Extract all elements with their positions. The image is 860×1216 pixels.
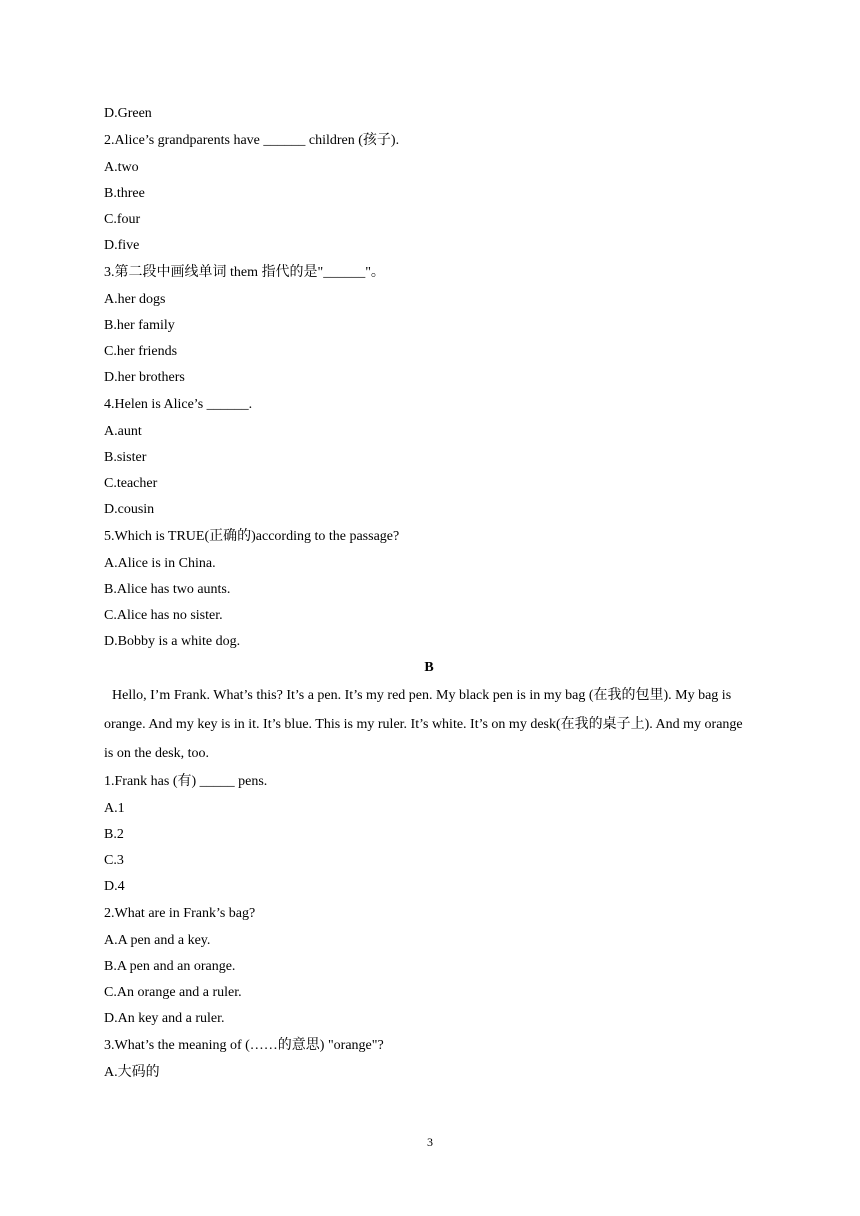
option: B.Alice has two aunts. <box>104 582 231 597</box>
option: A.her dogs <box>104 292 166 307</box>
page-content <box>104 101 754 1086</box>
question-a5: 5.Which is TRUE(正确的)according to the passage? <box>104 529 400 544</box>
option: B.her family <box>104 318 175 333</box>
option: A.A pen and a key. <box>104 933 211 948</box>
option: C.An orange and a ruler. <box>104 985 242 1000</box>
option: A.1 <box>104 801 125 816</box>
question-a3: 3.第二段中画线单词 them 指代的是"______"。 <box>104 265 385 280</box>
question-b1: 1.Frank has (有) _____ pens. <box>104 774 268 789</box>
option: B.2 <box>104 827 124 842</box>
page-number: 3 <box>427 1135 433 1149</box>
option: B.three <box>104 186 145 201</box>
option: A.大码的 <box>104 1065 160 1080</box>
option: D.her brothers <box>104 370 185 385</box>
option: B.A pen and an orange. <box>104 959 236 974</box>
option: C.her friends <box>104 344 178 359</box>
option: C.Alice has no sister. <box>104 608 223 623</box>
option: D.Bobby is a white dog. <box>104 634 241 649</box>
option: D.4 <box>104 879 125 894</box>
option: D.five <box>104 238 140 253</box>
option: A.aunt <box>104 424 142 439</box>
option: C.teacher <box>104 476 158 491</box>
section-heading: B <box>424 660 434 675</box>
option: C.four <box>104 212 141 227</box>
option: D.An key and a ruler. <box>104 1011 225 1026</box>
option: A.Alice is in China. <box>104 556 216 571</box>
reading-passage: Hello, I’m Frank. What’s this? It’s a pen. It’s my red pen. My black pen is in my bag (在我的包里). My bag is orange. And my key is in it. It’s blue. This is my ruler. It’s white. It’s on my desk(在我的桌子上). And my orange is on the desk, too. <box>104 688 743 761</box>
option: D.Green <box>104 106 152 121</box>
option: A.two <box>104 160 139 175</box>
question-a4: 4.Helen is Alice’s ______. <box>104 397 253 412</box>
question-b3: 3.What’s the meaning of (……的意思) "orange"? <box>104 1038 384 1053</box>
option: C.3 <box>104 853 124 868</box>
question-b2: 2.What are in Frank’s bag? <box>104 906 256 921</box>
question-a2: 2.Alice’s grandparents have ______ children (孩子). <box>104 133 400 148</box>
option: D.cousin <box>104 502 155 517</box>
option: B.sister <box>104 450 147 465</box>
